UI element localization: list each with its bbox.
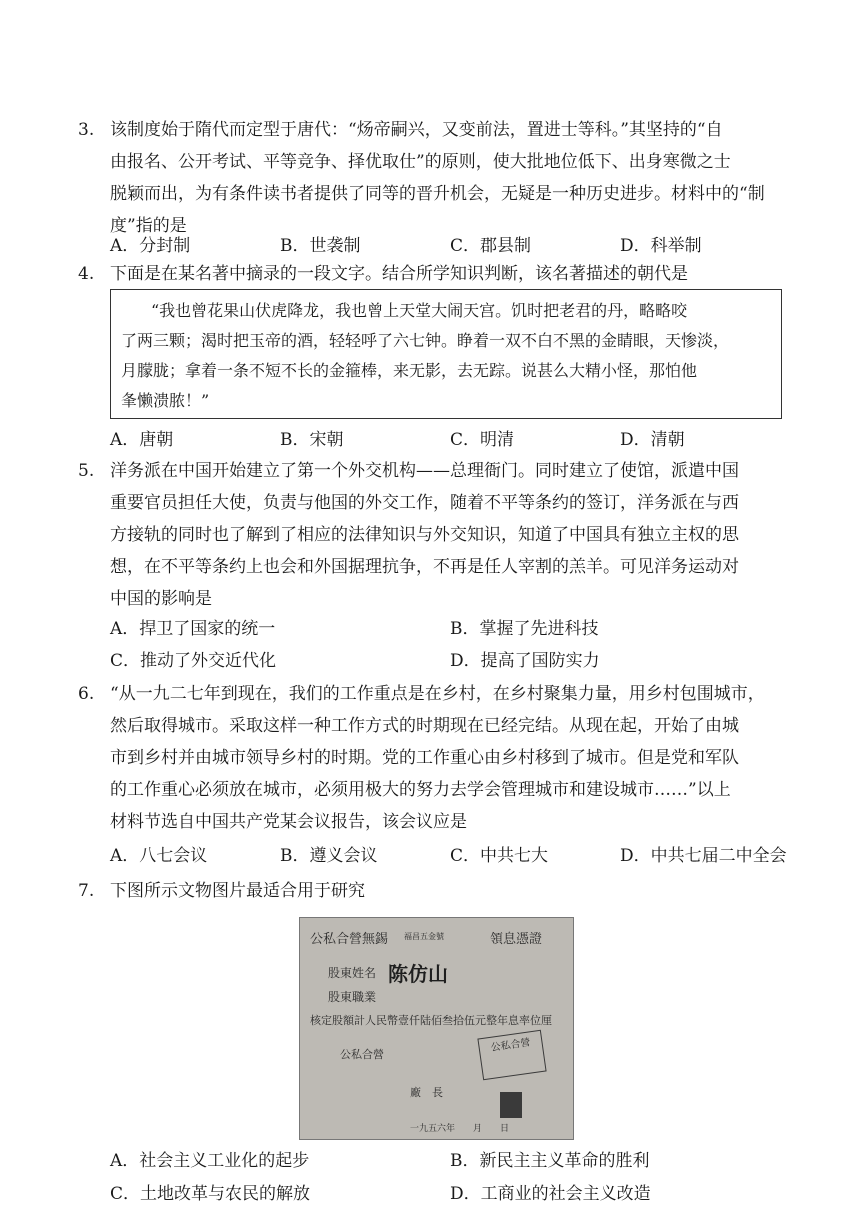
q3-option-d[interactable]: D．科举制 [620,236,702,256]
q6-line-5: 材料节选自中国共产党某会议报告，该会议应是 [110,812,467,832]
q6-line-3: 市到乡村并由城市领导乡村的时期。党的工作重心由乡村移到了城市。但是党和军队 [110,748,739,768]
q4-quote-line-4: 夆懒溃脓！” [121,391,210,410]
q7-stem: 7. 下图所示文物图片最适合用于研究 [78,881,365,901]
q6-option-b[interactable]: B．遵义会议 [280,846,378,866]
q4-option-b[interactable]: B．宋朝 [280,430,344,450]
q7-option-d[interactable]: D．工商业的社会主义改造 [450,1184,651,1204]
share-certificate-photo [299,917,574,1140]
q4-option-c[interactable]: C．明清 [450,430,515,450]
q5-line-3: 方接轨的同时也了解到了相应的法律知识与外交知识，知道了中国具有独立主权的思 [110,525,739,545]
doc-amount-line: 核定股額計人民幣壹仟陆佰叁拾伍元整年息率位厘 [310,1014,552,1027]
q4-option-a[interactable]: A．唐朝 [110,430,174,450]
q5-option-c[interactable]: C．推动了外交近代化 [110,651,277,671]
doc-date-line: 一九五六年 月 日 [410,1124,510,1134]
q4-number: 4. [78,264,95,284]
q5-option-a[interactable]: A．捍卫了国家的统一 [110,619,276,639]
q5-line-1: 5. 洋务派在中国开始建立了第一个外交机构——总理衙门。同时建立了使馆，派遣中国 [78,461,739,481]
q5-line-5: 中国的影响是 [110,589,212,609]
doc-seal-stamp: 公私合營 [477,1030,546,1080]
q6-option-d[interactable]: D．中共七届二中全会 [620,846,787,866]
q7-option-c[interactable]: C．土地改革与农民的解放 [110,1184,311,1204]
q3-option-b[interactable]: B．世袭制 [280,236,361,256]
q5-line-4: 想，在不平等条约上也会和外国据理抗争，不再是任人宰割的羔羊。可见洋务运动对 [110,557,739,577]
doc-label-joint: 公私合營 [340,1048,384,1061]
doc-label-job: 股東職業 [328,990,377,1004]
q6-number: 6. [78,684,95,704]
q3-option-a[interactable]: A．分封制 [110,236,191,256]
q7-option-a[interactable]: A．社会主义工业化的起步 [110,1151,310,1171]
q6-option-c[interactable]: C．中共七大 [450,846,549,866]
q5-line-2: 重要官员担任大使，负责与他国的外交工作，随着不平等条约的签订，洋务派在与西 [110,493,739,513]
q3-line-4: 度”指的是 [110,216,187,236]
doc-header-left: 公私合營無錫 [310,932,389,947]
doc-label-name: 股東姓名 [328,966,377,980]
q3-number: 3. [78,120,95,140]
q3-line-1: 3. 该制度始于隋代而定型于唐代：“炀帝嗣兴，又变前法，置进士等科。”其坚持的“自 [78,120,723,140]
doc-header-small: 福昌五金號 [404,932,444,941]
q4-quote-line-1: “我也曾花果山伏虎降龙，我也曾上天堂大闹天宫。饥时把老君的丹，略略咬 [151,301,688,320]
q5-option-b[interactable]: B．掌握了先进科技 [450,619,599,639]
q6-line-1: 6. “从一九二七年到现在，我们的工作重点是在乡村，在乡村聚集力量，用乡村包围城市， [78,684,765,704]
doc-ink-stamp [500,1092,522,1118]
q7-number: 7. [78,881,95,901]
q5-number: 5. [78,461,95,481]
q3-line-3: 脱颖而出，为有条件读书者提供了同等的晋升机会，无疑是一种历史进步。材料中的“制 [110,184,765,204]
doc-label-director: 廠 長 [410,1086,443,1099]
q4-stem: 4. 下面是在某名著中摘录的一段文字。结合所学知识判断，该名著描述的朝代是 [78,264,688,284]
doc-holder-name: 陈仿山 [388,962,448,986]
q4-quote-line-2: 了两三颗；渴时把玉帝的酒，轻轻呼了六七钟。睁着一双不白不黑的金睛眼，天惨淡， [121,331,730,350]
q5-option-d[interactable]: D．提高了国防实力 [450,651,600,671]
q4-quote-line-3: 月朦胧；拿着一条不短不长的金箍棒，来无影，去无踪。说甚么大精小怪，那怕他 [121,361,698,380]
q4-quote-box [110,289,782,419]
q7-option-b[interactable]: B．新民主主义革命的胜利 [450,1151,650,1171]
q4-option-d[interactable]: D．清朝 [620,430,685,450]
q6-line-2: 然后取得城市。采取这样一种工作方式的时期现在已经完结。从现在起，开始了由城 [110,716,739,736]
q3-line-2: 由报名、公开考试、平等竞争、择优取仕”的原则，使大批地位低下、出身寒微之士 [110,152,731,172]
q6-option-a[interactable]: A．八七会议 [110,846,208,866]
q3-option-c[interactable]: C．郡县制 [450,236,532,256]
doc-header-right: 領息憑證 [490,932,543,947]
q6-line-4: 的工作重心必须放在城市，必须用极大的努力去学会管理城市和建设城市……”以上 [110,780,731,800]
